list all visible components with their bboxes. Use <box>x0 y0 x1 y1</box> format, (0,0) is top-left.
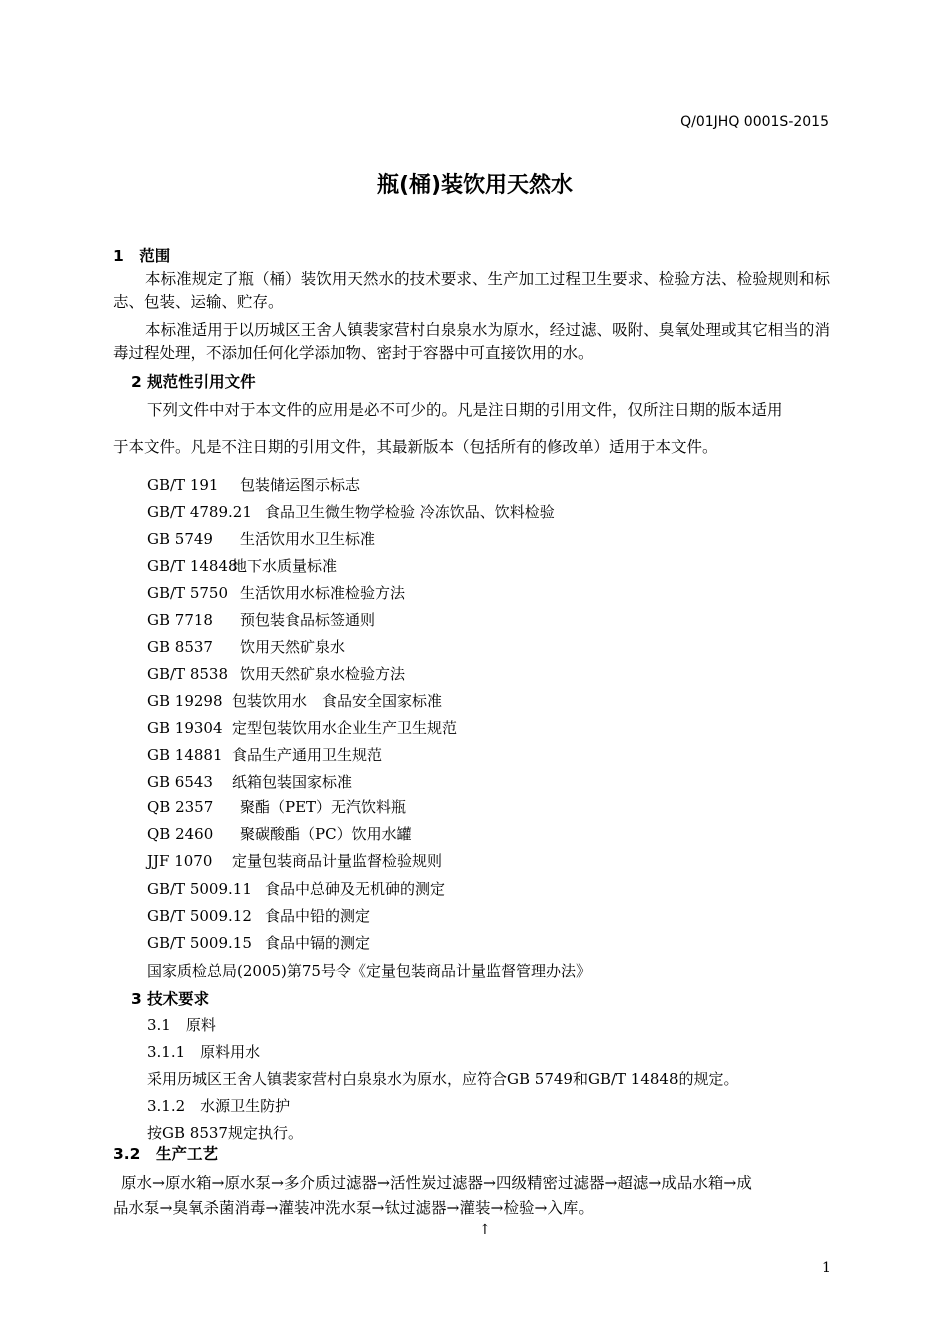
reference-item <box>147 905 370 926</box>
section-1-para-2: 本标准适用于以历城区王舍人镇裴家营村白泉泉水为原水，经过滤、吸附、臭氧处理或其它相当的消毒过程处理，不添加任何化学添加物、密封于容器中可直接饮用的水。 <box>113 321 830 362</box>
reference-title: 饮用天然矿泉水 <box>240 638 346 656</box>
reference-title: 食品生产通用卫生规范 <box>232 746 383 764</box>
reference-title: 生活饮用水卫生标准 <box>240 530 376 548</box>
reference-code: GB 5749 <box>147 530 213 548</box>
reference-item <box>147 796 406 817</box>
section-3-1-heading: 3.1 原料 <box>147 1016 216 1034</box>
reference-item <box>147 690 442 711</box>
reference-item <box>147 555 337 576</box>
reference-item <box>147 823 412 844</box>
reference-last: 国家质检总局(2005)第75号令《定量包装商品计量监督管理办法》 <box>147 962 591 980</box>
reference-title: 预包装食品标签通则 <box>240 611 376 629</box>
section-2-para-line-2: 于本文件。凡是不注日期的引用文件，其最新版本（包括所有的修改单）适用于本文件。 <box>113 438 718 456</box>
section-2-heading: 2 规范性引用文件 <box>131 373 256 391</box>
reference-title: 定型包装饮用水企业生产卫生规范 <box>232 719 458 737</box>
process-line-1: 原水→原水箱→原水泵→多介质过滤器→活性炭过滤器→四级精密过滤器→超滤→成品水箱→成 <box>121 1174 752 1192</box>
doc-number: Q/01JHQ 0001S-2015 <box>680 114 829 130</box>
reference-code: GB/T 5009.12 <box>147 907 252 925</box>
section-3-heading: 3 技术要求 <box>131 990 210 1008</box>
page-number: 1 <box>822 1260 831 1276</box>
reference-item <box>147 636 345 657</box>
reference-code: GB/T 14848 <box>147 557 238 575</box>
section-3-2-heading: 3.2 生产工艺 <box>113 1145 218 1163</box>
section-3-1-1-text: 采用历城区王舍人镇裴家营村白泉泉水为原水，应符合GB 5749和GB/T 14848的规定。 <box>147 1070 739 1088</box>
reference-item <box>147 932 370 953</box>
reference-item <box>147 878 445 899</box>
reference-code: GB 6543 <box>147 773 213 791</box>
reference-title: 食品卫生微生物学检验 冷冻饮品、饮料检验 <box>265 503 555 521</box>
reference-code: GB 7718 <box>147 611 213 629</box>
reference-code: QB 2460 <box>147 825 214 843</box>
reference-item <box>147 528 375 549</box>
reference-title: 聚酯（PET）无汽饮料瓶 <box>240 798 407 816</box>
reference-item <box>147 744 382 765</box>
reference-code: GB/T 8538 <box>147 665 229 683</box>
reference-item <box>147 501 555 522</box>
reference-code: GB/T 5750 <box>147 584 229 602</box>
reference-title: 包装储运图示标志 <box>240 476 361 494</box>
section-3-1-2-text: 按GB 8537规定执行。 <box>147 1124 303 1142</box>
process-arrow: ↑ <box>479 1222 491 1238</box>
reference-title: 纸箱包装国家标准 <box>232 773 353 791</box>
reference-title: 生活饮用水标准检验方法 <box>240 584 406 602</box>
section-1-heading: 1 范围 <box>113 247 171 265</box>
reference-title: 地下水质量标准 <box>232 557 338 575</box>
section-1-para-1: 本标准规定了瓶（桶）装饮用天然水的技术要求、生产加工过程卫生要求、检验方法、检验规则和标志、包装、运输、贮存。 <box>113 270 830 311</box>
reference-code: GB 14881 <box>147 746 223 764</box>
reference-item <box>147 609 375 630</box>
reference-title: 包装饮用水 食品安全国家标准 <box>232 692 443 710</box>
reference-title: 食品中镉的测定 <box>265 934 371 952</box>
section-3-1-2-heading: 3.1.2 水源卫生防护 <box>147 1097 291 1115</box>
section-2-para-line-1: 下列文件中对于本文件的应用是必不可少的。凡是注日期的引用文件，仅所注日期的版本适用 <box>147 401 783 419</box>
reference-title: 食品中铅的测定 <box>265 907 371 925</box>
reference-item <box>147 663 405 684</box>
reference-code: GB/T 5009.15 <box>147 934 252 952</box>
reference-code: GB/T 191 <box>147 476 219 494</box>
reference-code: GB 19304 <box>147 719 223 737</box>
page-title: 瓶(桶)装饮用天然水 <box>376 173 574 198</box>
reference-item <box>147 582 405 603</box>
reference-item <box>147 850 442 871</box>
reference-title: 定量包装商品计量监督检验规则 <box>232 852 443 870</box>
reference-title: 食品中总砷及无机砷的测定 <box>265 880 446 898</box>
reference-code: QB 2357 <box>147 798 214 816</box>
section-3-1-1-heading: 3.1.1 原料用水 <box>147 1043 261 1061</box>
reference-code: GB 19298 <box>147 692 223 710</box>
reference-code: GB/T 4789.21 <box>147 503 252 521</box>
process-line-2: 品水泵→臭氧杀菌消毒→灌装冲洗水泵→钛过滤器→灌装→检验→入库。 <box>113 1199 594 1217</box>
reference-item <box>147 474 360 495</box>
reference-code: GB/T 5009.11 <box>147 880 252 898</box>
reference-code: JJF 1070 <box>147 852 213 870</box>
reference-title: 饮用天然矿泉水检验方法 <box>240 665 406 683</box>
reference-item <box>147 771 352 792</box>
reference-code: GB 8537 <box>147 638 213 656</box>
reference-title: 聚碳酸酯（PC）饮用水罐 <box>240 825 412 843</box>
reference-item <box>147 717 457 738</box>
